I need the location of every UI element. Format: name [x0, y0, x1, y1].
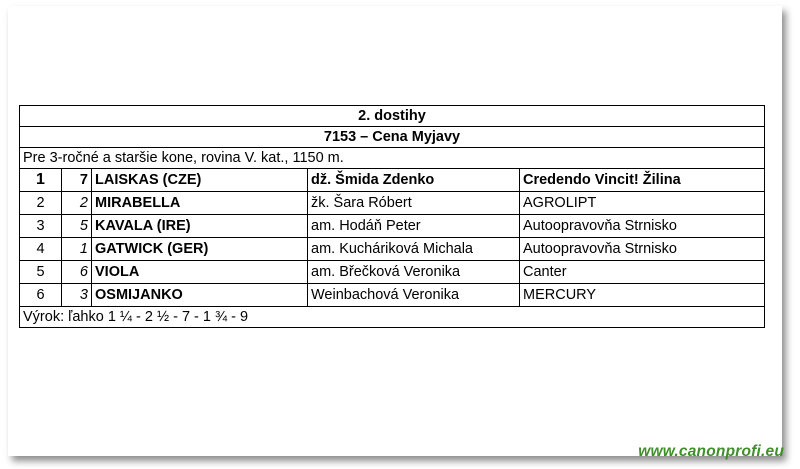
race-title: 2. dostihy	[20, 106, 765, 127]
table-row	[20, 169, 765, 192]
owner-name: Canter	[520, 261, 765, 284]
jockey-name: Weinbachová Veronika	[308, 284, 520, 307]
table-row	[20, 192, 765, 215]
race-conditions-row	[20, 148, 765, 169]
race-results-table	[19, 105, 765, 328]
race-name-row	[20, 127, 765, 148]
jockey-name: am. Břečková Veronika	[308, 261, 520, 284]
watermark-text: www.canonprofi.eu	[638, 443, 784, 460]
finish-position: 3	[20, 215, 62, 238]
table-row	[20, 284, 765, 307]
owner-name: Autoopravovňa Strnisko	[520, 238, 765, 261]
race-footer-row	[20, 307, 765, 328]
finish-position: 4	[20, 238, 62, 261]
table-row	[20, 215, 765, 238]
finish-position: 2	[20, 192, 62, 215]
finish-position: 1	[20, 169, 62, 192]
horse-name: LAISKAS (CZE)	[92, 169, 308, 192]
jockey-name: am. Kucháriková Michala	[308, 238, 520, 261]
finish-position: 6	[20, 284, 62, 307]
start-number: 1	[62, 238, 92, 261]
table-row	[20, 261, 765, 284]
horse-name: OSMIJANKO	[92, 284, 308, 307]
start-number: 7	[62, 169, 92, 192]
race-title-row	[20, 106, 765, 127]
owner-name: Credendo Vincit! Žilina	[520, 169, 765, 192]
start-number: 2	[62, 192, 92, 215]
owner-name: AGROLIPT	[520, 192, 765, 215]
start-number: 5	[62, 215, 92, 238]
horse-name: VIOLA	[92, 261, 308, 284]
horse-name: MIRABELLA	[92, 192, 308, 215]
race-conditions: Pre 3-ročné a staršie kone, rovina V. kat., 1150 m.	[20, 148, 765, 169]
horse-name: GATWICK (GER)	[92, 238, 308, 261]
horse-name: KAVALA (IRE)	[92, 215, 308, 238]
finish-position: 5	[20, 261, 62, 284]
jockey-name: am. Hodáň Peter	[308, 215, 520, 238]
owner-name: Autoopravovňa Strnisko	[520, 215, 765, 238]
table-row	[20, 238, 765, 261]
start-number: 3	[62, 284, 92, 307]
owner-name: MERCURY	[520, 284, 765, 307]
jockey-name: žk. Šara Róbert	[308, 192, 520, 215]
race-name: 7153 – Cena Myjavy	[20, 127, 765, 148]
start-number: 6	[62, 261, 92, 284]
race-margins: Výrok: ľahko 1 ¼ - 2 ½ - 7 - 1 ¾ - 9	[20, 307, 765, 328]
jockey-name: dž. Šmida Zdenko	[308, 169, 520, 192]
